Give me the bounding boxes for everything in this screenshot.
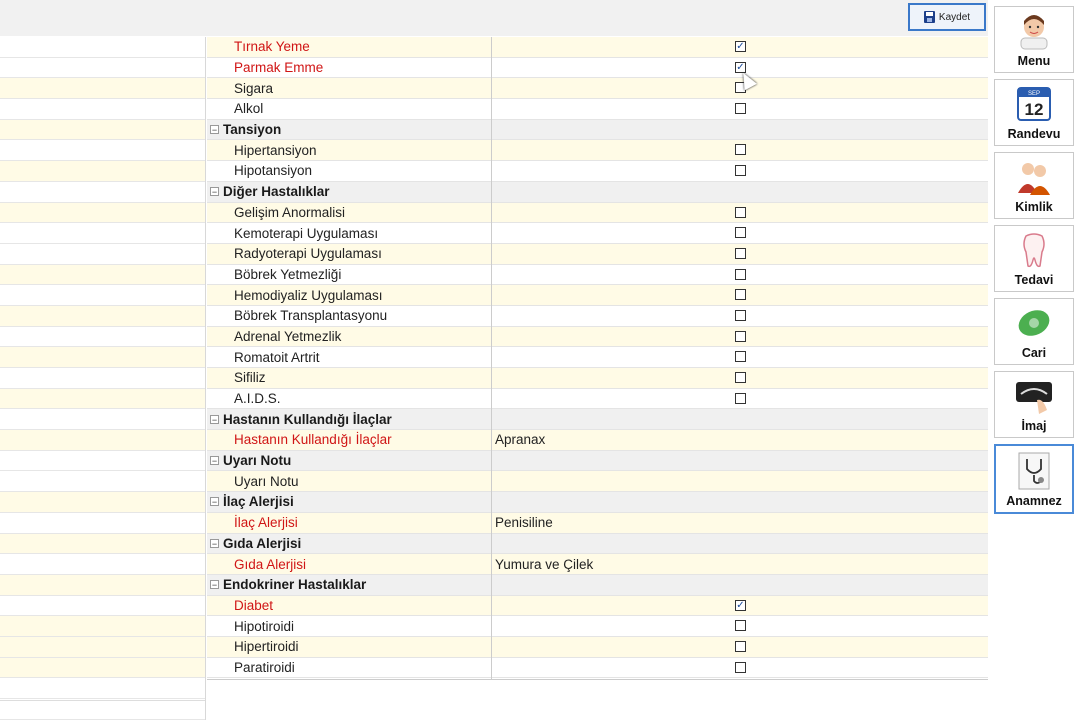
property-row[interactable] [207,223,988,244]
sidebar-button-tooth[interactable] [994,225,1074,292]
property-label: Adrenal Yetmezlik [234,328,342,344]
left-grid-row[interactable] [0,637,205,658]
property-row[interactable] [207,471,988,492]
property-row[interactable] [207,658,988,679]
left-grid-row[interactable] [0,223,205,244]
property-label: A.I.D.S. [234,391,281,407]
property-label: Uyarı Notu [234,473,299,489]
anamnez-property-grid [207,37,988,678]
property-label: İlaç Alerjisi [234,515,298,531]
property-row[interactable] [207,513,988,534]
left-grid-row[interactable] [0,451,205,472]
checkbox[interactable] [735,269,746,280]
left-grid-row[interactable] [0,534,205,555]
category-row[interactable] [207,451,988,472]
property-row[interactable] [207,306,988,327]
checkbox[interactable] [735,103,746,114]
property-row[interactable] [207,430,988,451]
property-row[interactable] [207,327,988,348]
sidebar-button-calendar[interactable] [994,79,1074,146]
svg-text:SEP: SEP [1027,91,1041,97]
property-row[interactable] [207,203,988,224]
property-label: Hipotansiyon [234,163,313,179]
checkbox[interactable] [735,165,746,176]
property-label: Tırnak Yeme [234,39,310,55]
property-label: Hipertansiyon [234,142,317,158]
people-icon [1013,157,1055,197]
toolbar [0,0,988,36]
category-row[interactable] [207,534,988,555]
property-row[interactable] [207,78,988,99]
property-label: Diabet [234,597,274,613]
property-label: Hastanın Kullandığı İlaçlar [234,432,392,448]
side-navigation [992,6,1076,520]
collapse-toggle-icon[interactable]: − [211,456,218,467]
collapse-toggle-icon[interactable]: − [211,497,218,508]
property-row[interactable] [207,616,988,637]
collapse-toggle-icon[interactable]: − [211,580,218,591]
property-row[interactable] [207,368,988,389]
left-grid-row[interactable] [0,554,205,575]
left-grid-row[interactable] [0,265,205,286]
sidebar-button-stethoscope[interactable] [994,444,1074,514]
property-row[interactable] [207,37,988,58]
left-grid-row[interactable] [0,182,205,203]
left-grid-row[interactable] [0,244,205,265]
collapse-toggle-icon[interactable]: − [211,538,218,549]
left-grid-row[interactable] [0,203,205,224]
category-row[interactable] [207,120,988,141]
category-label: Hastanın Kullandığı İlaçlar [223,411,392,427]
sidebar-button-label: Cari [1021,346,1047,360]
property-row[interactable] [207,161,988,182]
property-row[interactable] [207,637,988,658]
xray-icon [1013,376,1055,416]
checkbox[interactable] [735,620,746,631]
left-grid-row[interactable] [0,513,205,534]
property-label: Kemoterapi Uygulaması [234,225,379,241]
left-grid-row[interactable] [0,37,205,58]
sidebar-button-label: İmaj [1021,419,1047,433]
property-value-input[interactable]: Penisiline [495,515,553,531]
checkbox[interactable] [735,641,746,652]
property-value-input[interactable]: Apranax [495,432,546,448]
checkbox-checked[interactable]: ✓ [736,599,745,611]
save-button[interactable] [908,3,986,31]
floppy-disk-icon [924,11,935,23]
left-grid-row[interactable] [0,678,205,699]
left-grid-row[interactable] [0,699,205,720]
left-grid-row[interactable] [0,368,205,389]
property-label: Radyoterapi Uygulaması [234,246,382,262]
checkbox[interactable] [735,331,746,342]
property-label: Böbrek Transplantasyonu [234,308,388,324]
property-label: Paratiroidi [234,659,295,675]
sidebar-button-label: Randevu [1007,127,1061,141]
checkbox-checked[interactable]: ✓ [736,61,745,73]
svg-text:12: 12 [1024,100,1044,119]
property-row[interactable] [207,596,988,617]
column-separator [491,37,492,680]
property-label: Gelişim Anormalisi [234,204,346,220]
left-grid-row[interactable] [0,99,205,120]
checkbox[interactable] [735,393,746,404]
grid-bottom-border [207,679,988,680]
checkbox[interactable] [735,310,746,321]
property-label: Gıda Alerjisi [234,556,307,572]
category-label: Diğer Hastalıklar [223,184,330,200]
property-row[interactable] [207,389,988,410]
left-grid-row[interactable] [0,575,205,596]
category-row[interactable] [207,492,988,513]
property-row[interactable] [207,265,988,286]
left-grid-row[interactable] [0,471,205,492]
checkbox[interactable] [735,227,746,238]
left-grid-row[interactable] [0,306,205,327]
property-label: Hemodiyaliz Uygulaması [234,287,383,303]
left-grid-row[interactable] [0,285,205,306]
collapse-toggle-icon[interactable]: − [211,187,218,198]
save-label: Kaydet [938,11,971,23]
property-label: Sigara [234,80,274,96]
left-grid-row[interactable] [0,161,205,182]
checkbox[interactable] [735,248,746,259]
property-row[interactable] [207,140,988,161]
category-row[interactable] [207,182,988,203]
money-icon [1013,303,1055,343]
left-grid-divider [0,700,205,701]
checkbox[interactable] [735,207,746,218]
property-value-input[interactable]: Yumura ve Çilek [495,556,594,572]
left-grid-row[interactable] [0,58,205,79]
category-row[interactable] [207,409,988,430]
left-grid [0,37,206,720]
property-row[interactable] [207,285,988,306]
left-grid-row[interactable] [0,327,205,348]
category-row[interactable] [207,575,988,596]
checkbox[interactable] [735,144,746,155]
sidebar-button-doctor-avatar[interactable] [994,6,1074,73]
sidebar-button-people[interactable] [994,152,1074,219]
stethoscope-icon [1013,451,1055,491]
checkbox[interactable] [735,372,746,383]
left-grid-row[interactable] [0,409,205,430]
sidebar-button-label: Anamnez [1006,494,1062,508]
left-grid-row[interactable] [0,120,205,141]
category-label: Endokriner Hastalıklar [223,577,367,593]
left-grid-row[interactable] [0,596,205,617]
property-row[interactable] [207,347,988,368]
checkbox[interactable] [735,662,746,673]
property-label: Böbrek Yetmezliği [234,266,342,282]
sidebar-button-label: Kimlik [1015,200,1053,214]
left-grid-row[interactable] [0,347,205,368]
checkbox-checked[interactable]: ✓ [736,41,745,52]
collapse-toggle-icon[interactable]: − [211,125,218,136]
sidebar-button-label: Menu [1017,54,1051,68]
property-label: Sifiliz [234,370,266,386]
category-label: Tansiyon [223,122,282,138]
property-label: Parmak Emme [234,60,324,76]
left-grid-row[interactable] [0,616,205,637]
calendar-icon [1013,84,1055,124]
property-label: Romatoit Artrit [234,349,320,365]
category-label: İlaç Alerjisi [223,494,294,510]
left-grid-row[interactable] [0,658,205,679]
sidebar-button-xray[interactable] [994,371,1074,438]
left-grid-row[interactable] [0,389,205,410]
checkbox[interactable] [735,351,746,362]
left-grid-row[interactable] [0,430,205,451]
sidebar-button-label: Tedavi [1014,273,1054,287]
doctor-avatar-icon [1013,11,1055,51]
checkbox[interactable] [735,289,746,300]
property-label: Alkol [234,101,264,117]
property-row[interactable] [207,58,988,79]
left-grid-row[interactable] [0,140,205,161]
category-label: Uyarı Notu [223,453,292,469]
tooth-icon [1013,230,1055,270]
property-row[interactable] [207,99,988,120]
property-row[interactable] [207,244,988,265]
property-label: Hipertiroidi [234,639,299,655]
property-row[interactable] [207,554,988,575]
left-grid-row[interactable] [0,492,205,513]
property-label: Hipotiroidi [234,618,295,634]
collapse-toggle-icon[interactable]: − [211,414,218,425]
sidebar-button-money[interactable] [994,298,1074,365]
category-label: Gıda Alerjisi [223,535,302,551]
left-grid-row[interactable] [0,78,205,99]
